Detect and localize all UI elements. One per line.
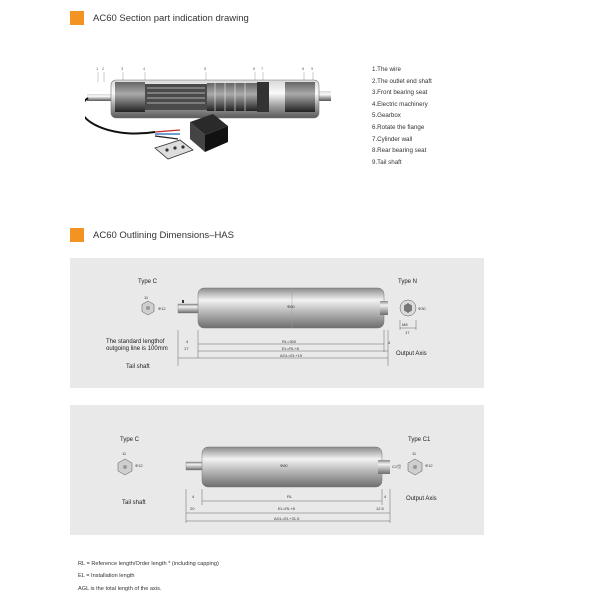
dim-right-small: 4: [388, 340, 391, 345]
dim-20: 20: [190, 506, 195, 511]
legend-item: 7.Cylinder wall: [372, 135, 413, 143]
dimension-drawing-2: [70, 405, 484, 535]
dim-el: EL=RL+8: [282, 346, 299, 351]
dim-4-right: 4: [384, 494, 387, 499]
legend-item: 4.Electric machinery: [372, 100, 428, 108]
callout-5: 5: [204, 66, 207, 71]
section-header-1: [70, 11, 249, 25]
diameter-label: Φ60: [280, 463, 288, 468]
callout-1: 1: [96, 66, 99, 71]
dim-el: EL=RL+8: [278, 506, 295, 511]
motor-section-illustration: [85, 60, 345, 170]
legend-item: 2.The outlet end shaft: [372, 77, 432, 85]
section-marker: [70, 228, 84, 242]
dim-4-left: 4: [192, 494, 195, 499]
output-axis-label: Output Axis: [396, 351, 427, 357]
note-item: RL = Reference length/Order length * (including capping): [78, 561, 219, 567]
diameter-label: Φ60: [287, 304, 295, 309]
section-header-2: [70, 228, 234, 242]
callout-2: 2: [102, 66, 105, 71]
dim-agl: AGL=EL+31.5: [274, 516, 300, 521]
callout-8: 8: [302, 66, 305, 71]
legend-item: 3.Front bearing seat: [372, 89, 428, 97]
dim-left-small: 4: [186, 339, 189, 344]
parts-legend: [372, 64, 432, 168]
legend-item: 5.Gearbox: [372, 112, 401, 120]
legend-item: 8.Rear bearing seat: [372, 147, 427, 155]
c-dim-top: 11: [122, 451, 127, 456]
note-line-1: The standard lengthof: [106, 339, 165, 345]
legend-item: 1.The wire: [372, 66, 401, 73]
callout-4: 4: [143, 66, 146, 71]
dim-rl: RL: [287, 494, 293, 499]
dimension-drawing-1: [70, 258, 484, 388]
callout-6: 6: [253, 66, 256, 71]
c-dim-top: 11: [144, 295, 149, 300]
section-title: AC60 Section part indication drawing: [93, 12, 249, 24]
n-dim-m: M8: [402, 322, 408, 327]
type-n-label: Type N: [398, 279, 418, 285]
type-c-label: Type C: [120, 437, 140, 443]
type-c-label: Type C: [138, 279, 158, 285]
c1-dim-top: 11: [412, 451, 417, 456]
dim-agl: AGL=EL+19: [280, 353, 303, 358]
tail-shaft-label: Tail shaft: [122, 500, 146, 506]
definition-notes: [78, 558, 219, 595]
c1-marker: C1型: [392, 464, 402, 469]
c1-dim-side: Φ12: [425, 463, 433, 468]
section-marker: [70, 11, 84, 25]
note-item: AGL is the total length of the axis.: [78, 585, 162, 592]
type-c1-label: Type C1: [408, 437, 431, 443]
n-dim-17: 17: [405, 330, 410, 335]
dim-12-5: 12.5: [376, 506, 384, 511]
legend-item: 9.Tail shaft: [372, 158, 402, 166]
tail-shaft-label: Tail shaft: [126, 364, 150, 370]
c-dim-side: Φ12: [135, 463, 143, 468]
callout-9: 9: [311, 66, 314, 71]
dim-rl: RL=300: [282, 339, 297, 344]
callout-3: 3: [121, 66, 124, 71]
callout-7: 7: [261, 66, 264, 71]
section-title: AC60 Outlining Dimensions–HAS: [93, 229, 234, 241]
dim-17: 17: [184, 346, 189, 351]
output-axis-label: Output Axis: [406, 496, 437, 502]
c-dim-side: Φ12: [158, 306, 166, 311]
n-dim-dia: Φ30: [418, 306, 426, 311]
note-item: EL = Installation length: [78, 573, 135, 580]
legend-item: 6.Rotate the flange: [372, 123, 425, 131]
note-line-2: outgoing line is 100mm: [106, 346, 168, 352]
